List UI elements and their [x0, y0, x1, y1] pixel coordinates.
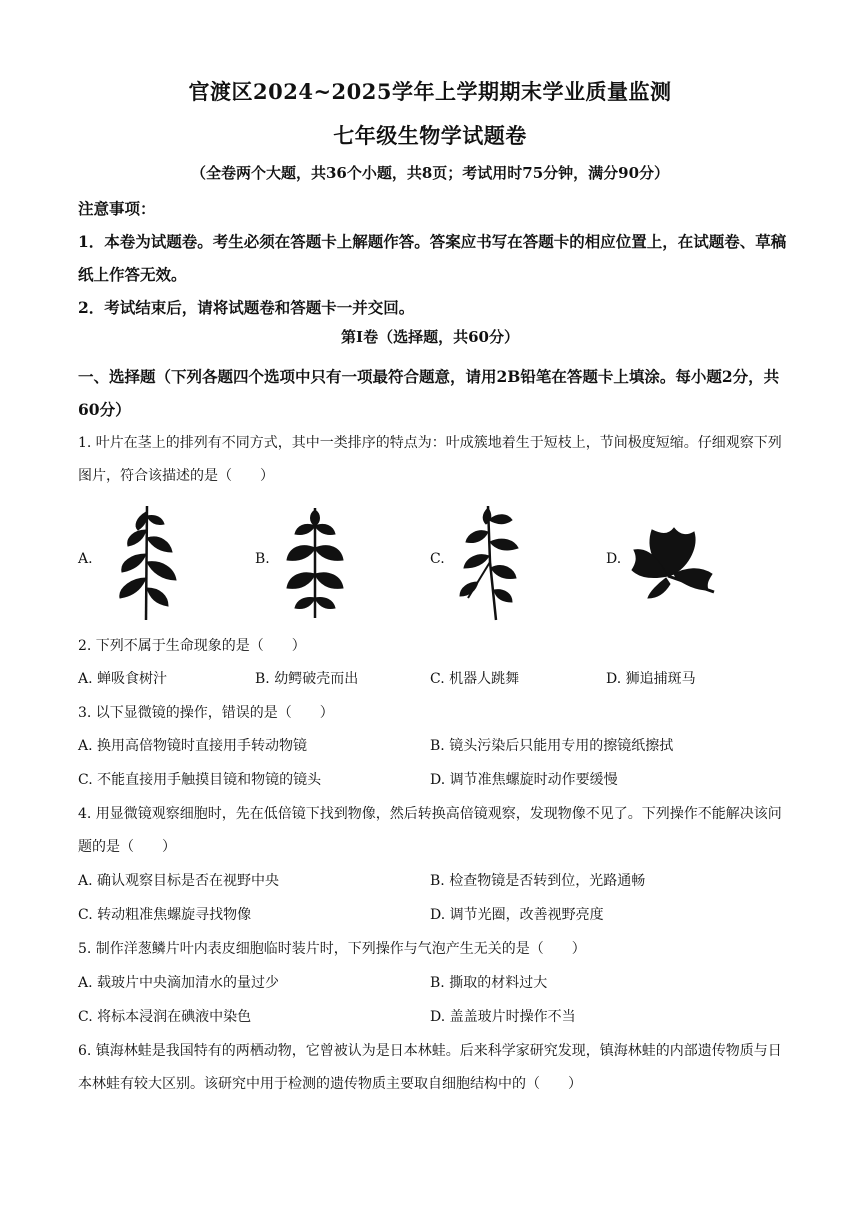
- q3-option-d: D. 调节准焦螺旋时动作要缓慢: [430, 772, 618, 788]
- option-b-label: B.: [255, 551, 270, 567]
- q2-option-a: A. 蝉吸食树汁: [78, 671, 168, 687]
- q4-option-c: C. 转动粗准焦螺旋寻找物像: [78, 907, 252, 923]
- option-a-label: A.: [78, 551, 93, 567]
- question-3-options-row-1: [78, 730, 790, 763]
- section-instructions: 一、选择题（下列各题四个选项中只有一项最符合题意，请用2B铅笔在答题卡上填涂。每小题2分，共60分）: [78, 367, 780, 419]
- q2-option-b: B. 幼鳄破壳而出: [255, 671, 359, 687]
- q4-option-a: A. 确认观察目标是否在视野中央: [78, 873, 280, 889]
- q4-option-d: D. 调节光圈，改善视野亮度: [430, 907, 604, 923]
- q2-option-d: D. 狮追捕斑马: [606, 671, 696, 687]
- clustered-ginkgo-leaves-icon: [628, 518, 720, 600]
- option-c: [430, 498, 600, 624]
- q4-option-b: B. 检查物镜是否转到位，光路通畅: [430, 873, 646, 889]
- question-4-stem: 4. 用显微镜观察细胞时，先在低倍镜下找到物像，然后转换高倍镜观察，发现物像不见了。下列操作不能解决该问题的是（ ）: [78, 806, 782, 855]
- question-3-stem: 3. 以下显微镜的操作，错误的是（ ）: [78, 705, 334, 721]
- q3-option-b: B. 镜头污染后只能用专用的擦镜纸擦拭: [430, 738, 674, 754]
- q3-option-a: A. 换用高倍物镜时直接用手转动物镜: [78, 738, 308, 754]
- question-1-stem: 1. 叶片在茎上的排列有不同方式，其中一类排序的特点为：叶成簇地着生于短枝上，节间极度短缩。仔细观察下列图片，符合该描述的是（ ）: [78, 435, 782, 484]
- question-5-options-row-1: [78, 967, 790, 1000]
- notice-item-1: 1．本卷为试题卷。考生必须在答题卡上解题作答。答案应书写在答题卡的相应位置上，在试题卷、草稿纸上作答无效。: [78, 232, 787, 284]
- section-title: 第Ⅰ卷（选择题，共60分）: [341, 328, 519, 346]
- question-2-stem: 2. 下列不属于生命现象的是（ ）: [78, 638, 306, 654]
- option-c-label: C.: [430, 551, 445, 567]
- q5-option-d: D. 盖盖玻片时操作不当: [430, 1009, 576, 1025]
- option-a: [78, 498, 248, 624]
- alternate-leaf-plant-icon: [106, 504, 186, 622]
- exam-title: 官渡区2024~2025学年上学期期末学业质量监测: [188, 79, 672, 104]
- opposite-leaf-plant-icon: [275, 504, 355, 622]
- notice-item-2: 2．考试结束后，请将试题卷和答题卡一并交回。: [78, 298, 415, 317]
- question-4-options-row-2: [78, 899, 790, 932]
- q2-option-c: C. 机器人跳舞: [430, 671, 520, 687]
- q5-option-a: A. 载玻片中央滴加清水的量过少: [78, 975, 280, 991]
- notice-heading: 注意事项：: [78, 199, 156, 218]
- question-1-image-options: [78, 498, 790, 624]
- option-b: [255, 498, 425, 624]
- question-5-options-row-2: [78, 1001, 790, 1034]
- question-5-stem: 5. 制作洋葱鳞片叶内表皮细胞临时装片时，下列操作与气泡产生无关的是（ ）: [78, 941, 586, 957]
- q5-option-c: C. 将标本浸润在碘液中染色: [78, 1009, 252, 1025]
- option-d: [606, 498, 790, 624]
- question-4-options-row-1: [78, 865, 790, 898]
- question-6-stem: 6. 镇海林蛙是我国特有的两栖动物，它曾被认为是日本林蛙。后来科学家研究发现，镇海林蛙的内部遗传物质与日本林蛙有较大区别。该研究中用于检测的遗传物质主要取自细胞结构中的（ ）: [78, 1043, 782, 1092]
- question-2-options: [78, 663, 790, 696]
- exam-info: （全卷两个大题，共36个小题，共8页；考试用时75分钟，满分90分）: [190, 164, 670, 182]
- option-d-label: D.: [606, 551, 622, 567]
- question-3-options-row-2: [78, 764, 790, 797]
- alternate-leaf-twig-icon: [452, 502, 528, 622]
- exam-subject-title: 七年级生物学试题卷: [333, 123, 527, 148]
- q3-option-c: C. 不能直接用手触摸目镜和物镜的镜头: [78, 772, 322, 788]
- q5-option-b: B. 撕取的材料过大: [430, 975, 548, 991]
